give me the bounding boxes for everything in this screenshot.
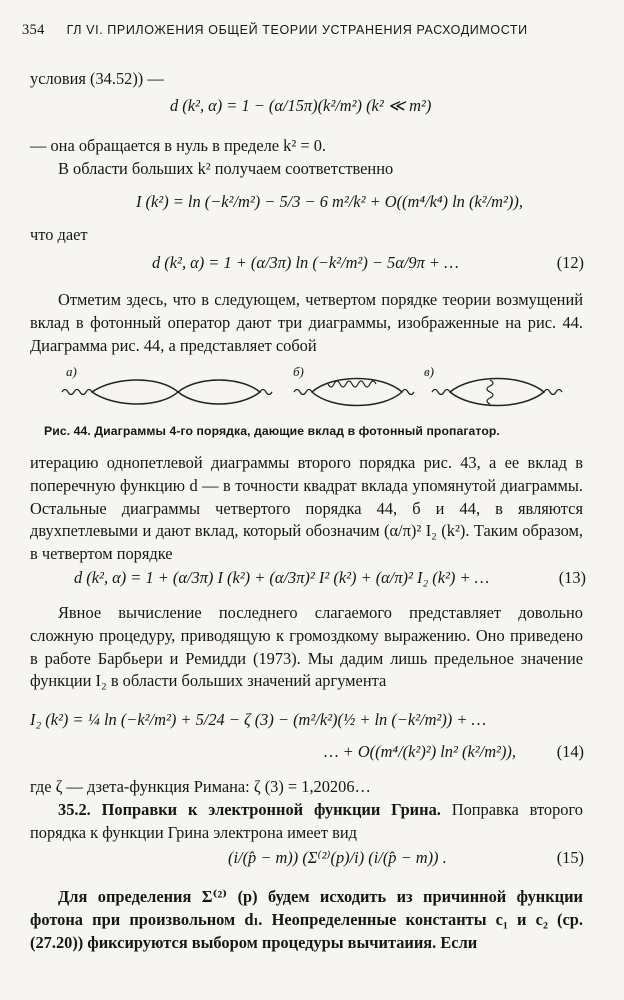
equation-d-small: d (k², α) = 1 − (α/15π)(k²/m²) (k² ≪ m²)	[170, 96, 432, 115]
figure-label-b: б)	[293, 364, 304, 379]
section-paragraph	[30, 799, 583, 845]
equation-15-number: (15)	[556, 848, 584, 867]
figure-caption: Рис. 44. Диаграммы 4-го порядка, дающие вклад в фотонный пропагатор.	[44, 424, 500, 438]
text-line: что дает	[30, 225, 88, 244]
equation-14-line-1: I₂ (k²) = ¼ ln (−k²/m²) + 5/24 − ζ (3) − (m²/k²)(½ + ln (−k²/m²)) + …	[30, 710, 487, 729]
paragraph-7	[30, 776, 583, 844]
section-text: Поправка второго порядка к функции Грина электрона имеет вид	[30, 799, 583, 842]
paragraph-9	[30, 886, 583, 954]
equation-12: d (k², α) = 1 + (α/3π) ln (−k²/m²) − 5α/9π + …	[152, 253, 459, 272]
text-block: Отметим здесь, что в следующем, четвертом порядке теории возмущений вклад в фотонный оператор дают три диаграммы, изображенные на рис. 44. Диаграмма рис. 44, а представляет собой	[30, 290, 583, 355]
section-title: 35.2. Поправки к электронной функции Грина.	[58, 799, 441, 819]
paragraph-4	[30, 289, 583, 357]
text-line: В области больших k² получаем соответственно	[58, 158, 394, 178]
text-line: условия (34.52)) —	[30, 69, 164, 88]
text-line: где ζ — дзета-функция Римана: ζ (3) = 1,20206…	[30, 777, 371, 796]
equation-I: I (k²) = ln (−k²/m²) − 5/3 − 6 m²/k² + O((m⁴/k⁴) ln (k²/m²)),	[136, 192, 523, 211]
figure-label-v: в)	[424, 364, 434, 379]
running-header	[22, 22, 607, 39]
paragraph-2	[30, 135, 583, 181]
equation-14-line-2: … + O((m⁴/(k²)²) ln² (k²/m²)),	[324, 742, 516, 761]
running-title: ГЛ VI. ПРИЛОЖЕНИЯ ОБЩЕЙ ТЕОРИИ УСТРАНЕНИЯ РАСХОДИМОСТИ	[66, 23, 528, 37]
text-block: Для определения Σ⁽²⁾ (p) будем исходить из причинной функции фотона при произвольном dₗ. Неопределенные константы c₁ и c₂ (ср. (27.20)) фиксируются выбором процедуры вычитаиия. Если	[30, 887, 583, 952]
paragraph-3	[30, 224, 583, 247]
text-block: итерацию однопетлевой диаграммы второго порядка рис. 43, а ее вклад в поперечную функцию d — в точности квадрат вклада упомянутой диаграммы. Остальные диаграммы четвертого порядка 44, б и 44, в являются двухпетлевыми и дают вклад, который обозначим (α/π)² I₂ (k²). Таким образом, в четвертом порядке	[30, 453, 583, 564]
paragraph-5	[30, 452, 583, 566]
equation-15: (i/(p̂ − m)) (Σ⁽²⁾(p)/i) (i/(p̂ − m)) .	[228, 848, 447, 867]
paragraph-6	[30, 602, 583, 693]
feynman-diagram-v	[430, 372, 570, 412]
feynman-diagram-a	[60, 372, 280, 412]
paragraph-1	[30, 68, 583, 91]
text-block: Явное вычисление последнего слагаемого представляет довольно сложную процедуру, приводящую к громоздкому выражению. Оно приведено в работе Барбьери и Ремидди (1973). Мы дадим лишь предельное значение функции I₂ в области больших значений аргумента	[30, 603, 583, 691]
feynman-diagram-b	[292, 372, 422, 412]
text-line: — она обращается в нуль в пределе k² = 0.	[30, 136, 326, 155]
equation-14-number: (14)	[556, 742, 584, 761]
equation-13: d (k², α) = 1 + (α/3π) I (k²) + (α/3π)² I² (k²) + (α/π)² I₂ (k²) + …	[74, 568, 490, 587]
equation-12-number: (12)	[556, 253, 584, 272]
equation-13-number: (13)	[558, 568, 586, 587]
page-number: 354	[22, 22, 45, 38]
figure-label-a: а)	[66, 364, 77, 379]
